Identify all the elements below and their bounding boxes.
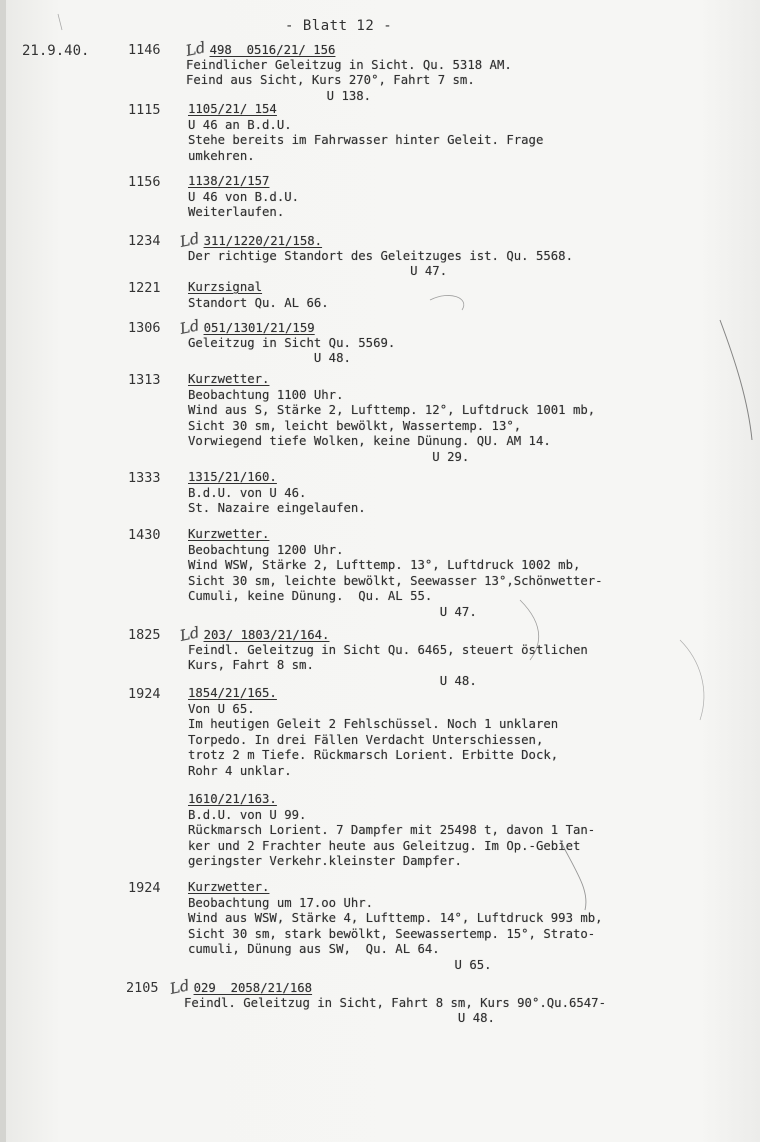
entry-time: 1156 [128, 174, 161, 190]
message-reference: Kurzwetter. [188, 880, 270, 894]
entry-time: 1924 [128, 880, 161, 896]
message-reference: 203/ 1803/21/164. [203, 628, 330, 642]
entry-line: U 46 von B.d.U. [188, 189, 300, 204]
entry-line: Sicht 30 sm, stark bewölkt, Seewassertemp. 15°, Strato- [188, 926, 596, 941]
entry-body [178, 623, 588, 689]
entry-signature: U 29. [188, 449, 470, 464]
entry-signature: U 47. [188, 264, 448, 278]
page-header: - Blatt 12 - [285, 18, 393, 34]
entry-time: 1313 [128, 372, 161, 388]
entry-line: Vorwiegend tiefe Wolken, keine Dünung. QU. AM 14. [188, 434, 551, 448]
entry-time: 1146 [128, 42, 161, 58]
entry-time: 1234 [128, 233, 161, 249]
entry-line: Sicht 30 sm, leichte bewölkt, Seewasser 13°,Schönwetter- [188, 573, 603, 588]
message-reference: Kurzwetter. [188, 527, 270, 541]
entry-line: Sicht 30 sm, leicht bewölkt, Wassertemp. 13°, [188, 418, 522, 433]
entry-body [188, 880, 603, 973]
initials-mark: Ld [178, 229, 202, 251]
entry-line: Der richtige Standort des Geleitzuges ist. Qu. 5568. [188, 248, 573, 263]
entry-line: Feindl. Geleitzug in Sicht, Fahrt 8 sm, Kurs 90°.Qu.6547- [184, 995, 606, 1010]
initials-mark: Ld [184, 38, 208, 60]
entry-line: Standort Qu. AL 66. [188, 295, 329, 310]
entry-line: Wind aus S, Stärke 2, Lufttemp. 12°, Luftdruck 1001 mb, [188, 403, 596, 417]
entry-line: Rückmarsch Lorient. 7 Dampfer mit 25498 t, davon 1 Tan- [188, 823, 596, 837]
entry-line: Beobachtung 1200 Uhr. [188, 542, 344, 557]
entry-line: Weiterlaufen. [188, 205, 285, 219]
entry-time: 1825 [128, 627, 161, 643]
initials-mark: Ld [178, 623, 202, 645]
message-reference: 1315/21/160. [188, 470, 277, 484]
entry-signature: U 47. [188, 604, 477, 619]
entry-body [168, 976, 606, 1027]
message-reference: 498 0516/21/ 156 [209, 43, 336, 57]
entry-line: trotz 2 m Tiefe. Rückmarsch Lorient. Erbitte Dock, [188, 748, 559, 762]
message-reference: Kurzsignal [188, 280, 263, 294]
entry-signature: U 65. [188, 957, 492, 972]
entry-body [188, 280, 329, 311]
entry-body [184, 38, 512, 104]
entry-signature: U 138. [186, 88, 372, 103]
entry-line: geringster Verkehr.kleinster Dampfer. [188, 854, 462, 868]
log-date: 21.9.40. [22, 43, 90, 59]
entry-time: 2105 [126, 980, 159, 996]
entry-line: B.d.U. von U 99. [188, 807, 307, 822]
entry-line: St. Nazaire eingelaufen. [188, 501, 366, 515]
entry-line: Beobachtung 1100 Uhr. [188, 387, 344, 402]
entry-time: 1221 [128, 280, 161, 296]
entry-body [188, 686, 558, 779]
message-reference: 1854/21/165. [188, 686, 277, 700]
entry-line: Beobachtung um 17.oo Uhr. [188, 895, 374, 910]
entry-line: Cumuli, keine Dünung. Qu. AL 55. [188, 589, 433, 603]
entry-body [188, 174, 299, 221]
entry-signature: U 48. [184, 1011, 495, 1025]
entry-time: 1430 [128, 527, 161, 543]
entry-line: Feindl. Geleitzug in Sicht Qu. 6465, steuert östlichen [188, 642, 588, 657]
entry-time: 1306 [128, 320, 161, 336]
entry-time: 1924 [128, 686, 161, 702]
entry-line: Geleitzug in Sicht Qu. 5569. [188, 335, 396, 350]
entry-body [188, 792, 595, 870]
entry-body [178, 316, 396, 367]
entry-body [188, 470, 366, 517]
entry-line: Von U 65. [188, 701, 255, 716]
entry-time: 1333 [128, 470, 161, 486]
entry-line: ker und 2 Frachter heute aus Geleitzug. Im Op.-Gebiet [188, 838, 581, 853]
initials-mark: Ld [178, 316, 202, 338]
entry-body [188, 102, 543, 164]
initials-mark: Ld [168, 976, 192, 998]
entry-line: cumuli, Dünung aus SW, Qu. AL 64. [188, 942, 440, 956]
message-reference: 029 2058/21/168 [193, 981, 313, 995]
entry-body [188, 372, 595, 465]
entry-signature: U 48. [188, 351, 351, 365]
entry-body [188, 527, 603, 620]
entry-signature: U 48. [188, 673, 477, 688]
entry-line: Kurs, Fahrt 8 sm. [188, 658, 314, 672]
entry-line: Wind aus WSW, Stärke 4, Lufttemp. 14°, Luftdruck 993 mb, [188, 911, 603, 925]
entry-line: U 46 an B.d.U. [188, 117, 292, 132]
message-reference: 1138/21/157 [188, 174, 270, 188]
message-reference: 051/1301/21/159 [203, 321, 315, 335]
entry-line: umkehren. [188, 148, 255, 163]
message-reference: 311/1220/21/158. [203, 234, 323, 248]
entry-line: Stehe bereits im Fahrwasser hinter Geleit. Frage [188, 133, 544, 147]
message-reference: 1105/21/ 154 [188, 102, 277, 116]
entry-line: Rohr 4 unklar. [188, 763, 292, 778]
entry-line: Wind WSW, Stärke 2, Lufttemp. 13°, Luftdruck 1002 mb, [188, 558, 581, 572]
entry-line: Im heutigen Geleit 2 Fehlschüssel. Noch 1 unklaren [188, 717, 559, 731]
page-edge-shadow [0, 0, 6, 1142]
entry-line: Torpedo. In drei Fällen Verdacht Unterschiessen, [188, 732, 544, 747]
entry-line: B.d.U. von U 46. [188, 485, 307, 500]
entry-line: Feind aus Sicht, Kurs 270°, Fahrt 7 sm. [186, 73, 475, 87]
entry-time: 1115 [128, 102, 161, 118]
entry-line: Feindlicher Geleitzug in Sicht. Qu. 5318 AM. [186, 57, 512, 72]
message-reference: 1610/21/163. [188, 792, 277, 806]
message-reference: Kurzwetter. [188, 372, 270, 386]
entry-body [178, 229, 573, 280]
